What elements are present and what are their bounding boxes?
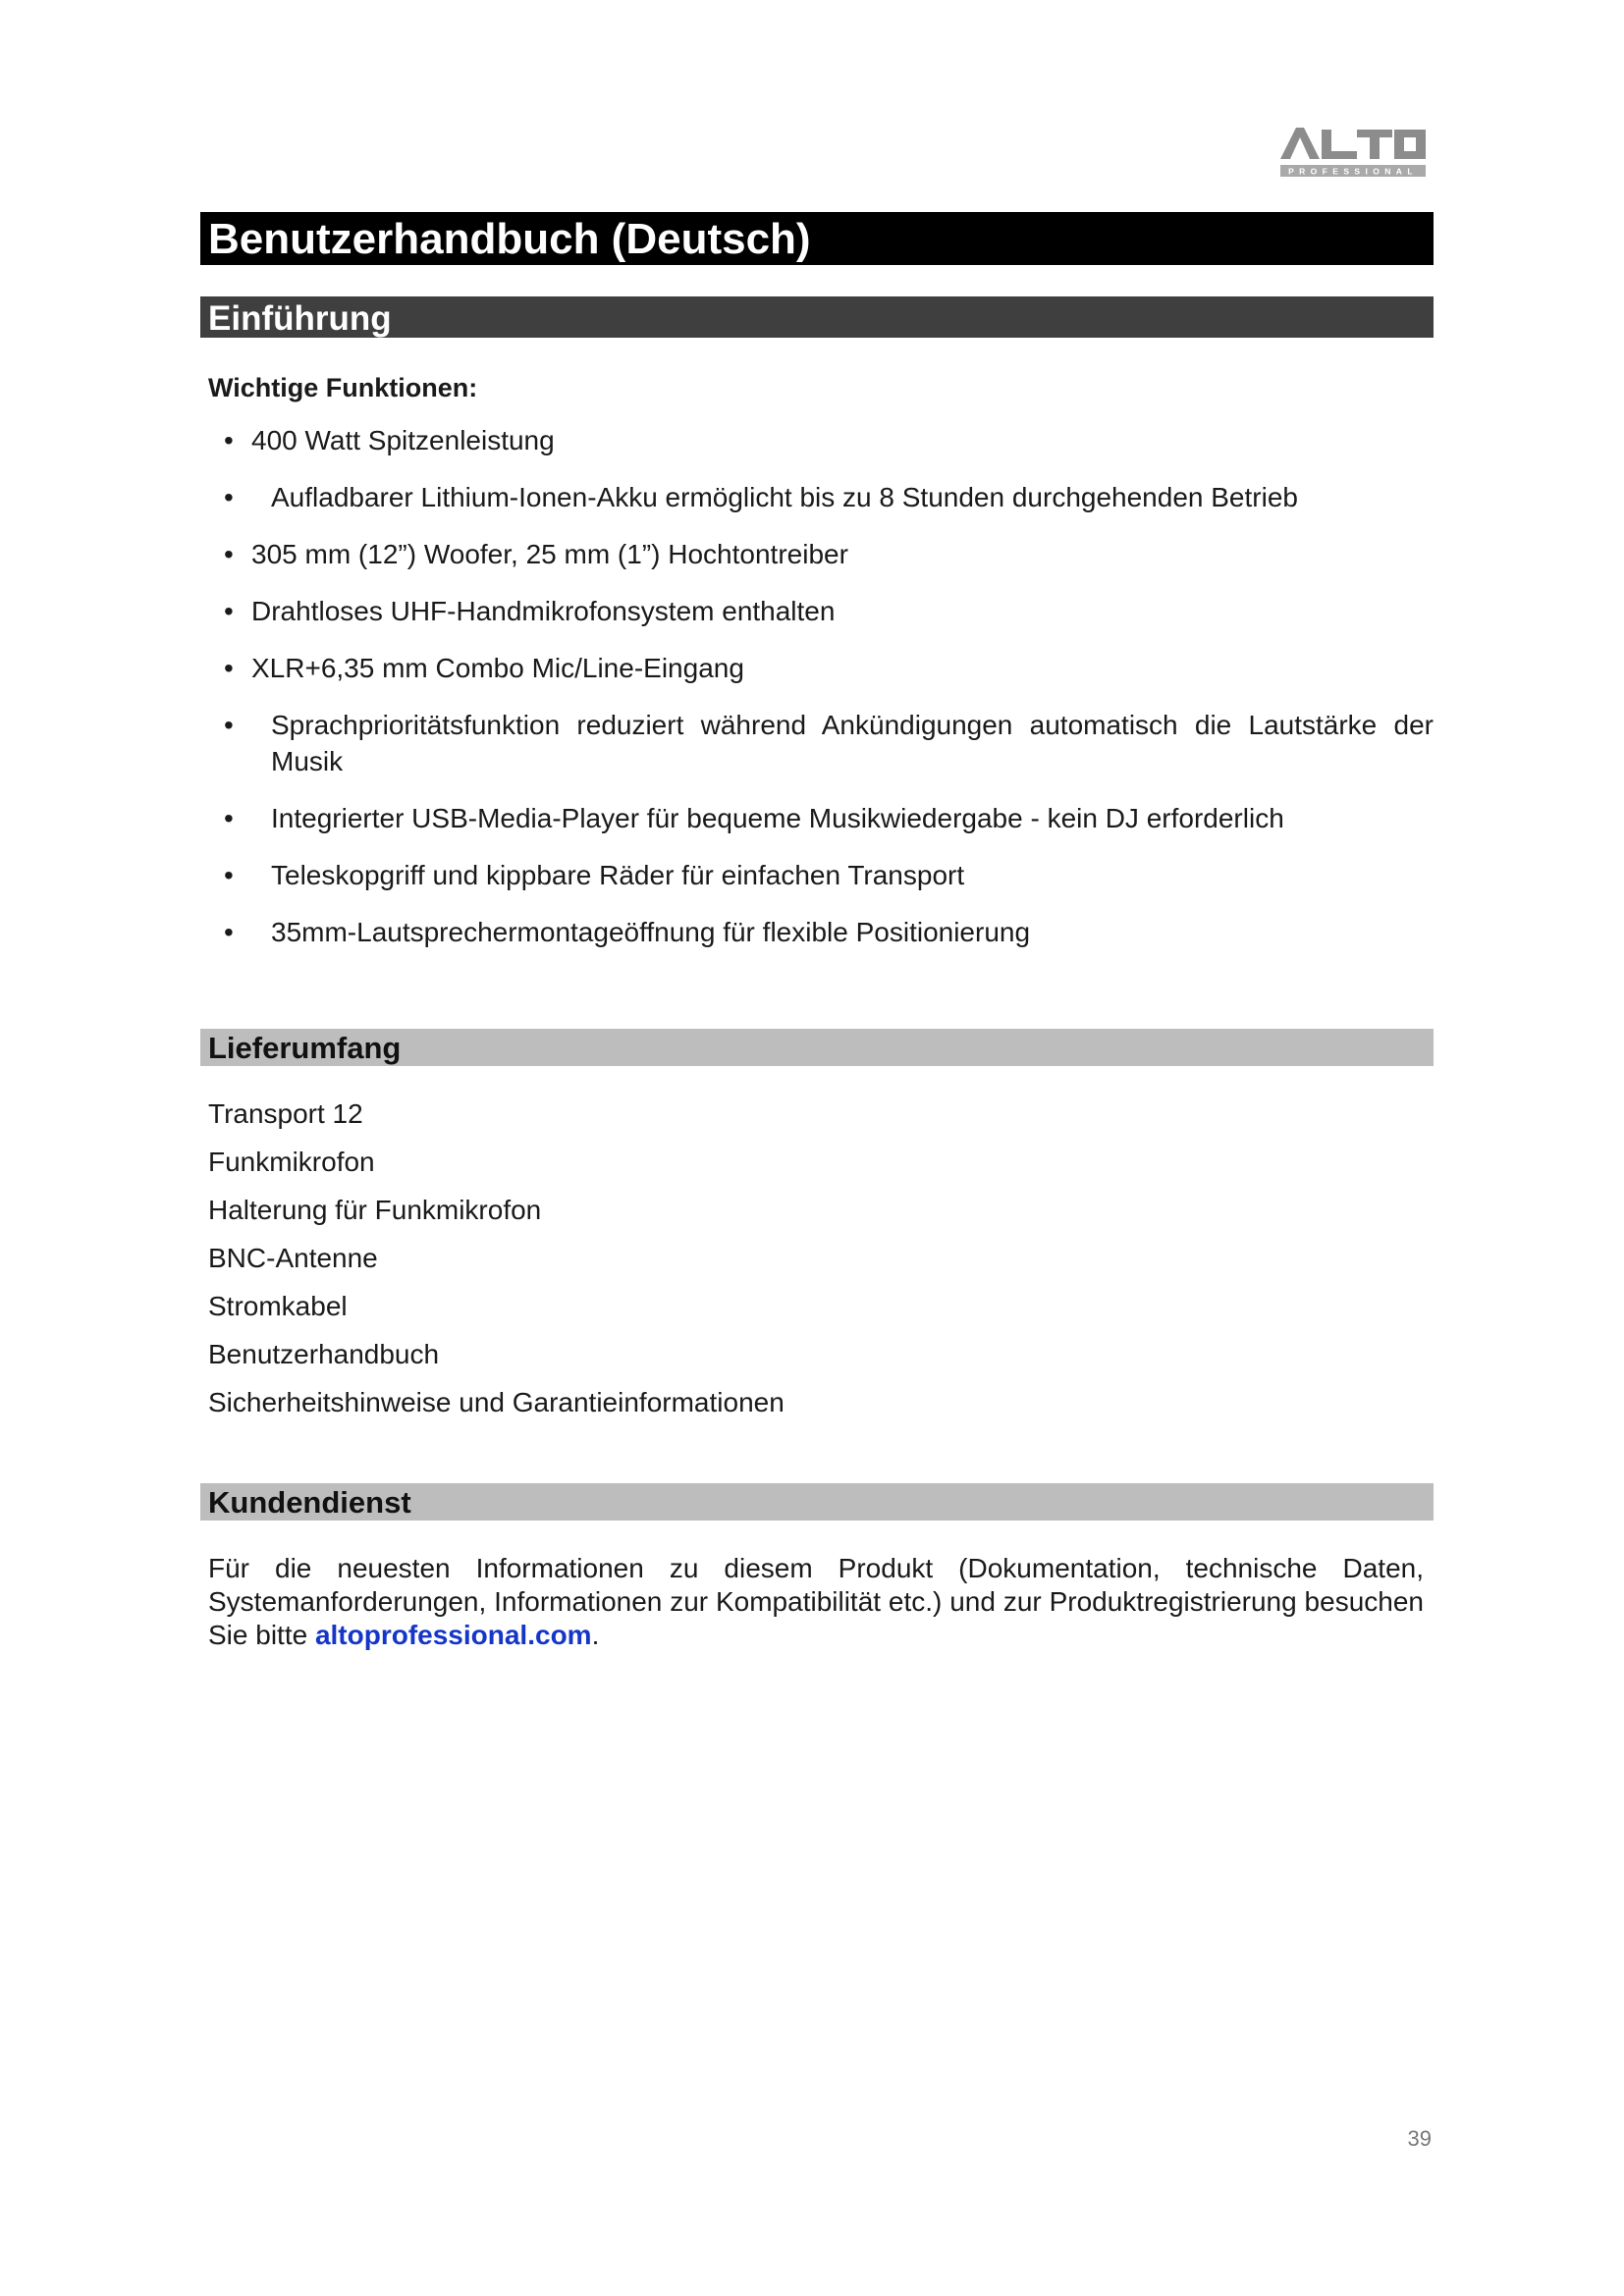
alto-professional-logo [1278, 126, 1428, 183]
service-text-end: . [591, 1620, 600, 1650]
feature-text: Aufladbarer Lithium-Ionen-Akku ermöglicht bis zu 8 Stunden durchgehenden Betrieb [271, 482, 1298, 512]
feature-text: Integrierter USB-Media-Player für bequeme Musikwiedergabe - kein DJ erforderlich [271, 803, 1284, 833]
feature-text: 305 mm (12”) Woofer, 25 mm (1”) Hochtontreiber [251, 539, 848, 569]
list-item: Benutzerhandbuch [208, 1339, 440, 1369]
bullet-icon: • [224, 917, 234, 947]
feature-item [208, 479, 1434, 515]
feature-text: 35mm-Lautsprechermontageöffnung für flexible Positionierung [271, 917, 1031, 947]
feature-item [208, 800, 1434, 836]
website-link[interactable]: altoprofessional.com [314, 1620, 592, 1650]
list-item: Stromkabel [208, 1291, 348, 1321]
section-header-introduction: Einführung [200, 296, 1434, 338]
bullet-icon: • [224, 539, 234, 569]
bullet-icon: • [224, 860, 234, 890]
feature-item [208, 650, 1434, 686]
feature-item [208, 422, 1434, 458]
bullet-icon: • [224, 596, 234, 626]
list-item: Funkmikrofon [208, 1147, 375, 1177]
key-features-heading: Wichtige Funktionen: [208, 373, 478, 402]
feature-item [208, 593, 1434, 629]
feature-list [200, 422, 1434, 950]
feature-text: XLR+6,35 mm Combo Mic/Line-Eingang [251, 653, 744, 683]
bullet-icon: • [224, 803, 234, 833]
bullet-icon: • [224, 425, 234, 455]
page-number: 39 [1407, 2126, 1432, 2151]
list-item: BNC-Antenne [208, 1243, 378, 1273]
box-contents-list [200, 1095, 1434, 1420]
page-content [200, 212, 1434, 1652]
feature-item [208, 914, 1434, 950]
feature-item [208, 857, 1434, 893]
list-item: Transport 12 [208, 1098, 363, 1129]
customer-service-paragraph [200, 1552, 1434, 1652]
feature-text: Teleskopgriff und kippbare Räder für einfachen Transport [271, 860, 965, 890]
service-text: Für die neuesten Informationen zu diesem Produkt (Dokumentation, technische Daten, Systemanforderungen, Informationen zur Kompatibilität etc.) und zur Produktregistrierung besuchen Sie bitte [208, 1553, 1424, 1650]
feature-text: Drahtloses UHF-Handmikrofonsystem enthalten [251, 596, 836, 626]
feature-item [208, 707, 1434, 779]
feature-text: 400 Watt Spitzenleistung [251, 425, 555, 455]
bullet-icon: • [224, 710, 234, 740]
section-header-box-contents: Lieferumfang [200, 1029, 1434, 1066]
feature-item [208, 536, 1434, 572]
logo-tagline: PROFESSIONAL [1288, 166, 1418, 177]
list-item: Halterung für Funkmikrofon [208, 1195, 542, 1225]
bullet-icon: • [224, 653, 234, 683]
section-header-customer-service: Kundendienst [200, 1483, 1434, 1521]
bullet-icon: • [224, 482, 234, 512]
page-title: Benutzerhandbuch (Deutsch) [200, 212, 1434, 265]
feature-text: Sprachprioritätsfunktion reduziert während Ankündigungen automatisch die Lautstärke der Musik [271, 710, 1434, 776]
list-item: Sicherheitshinweise und Garantieinformationen [208, 1387, 785, 1417]
